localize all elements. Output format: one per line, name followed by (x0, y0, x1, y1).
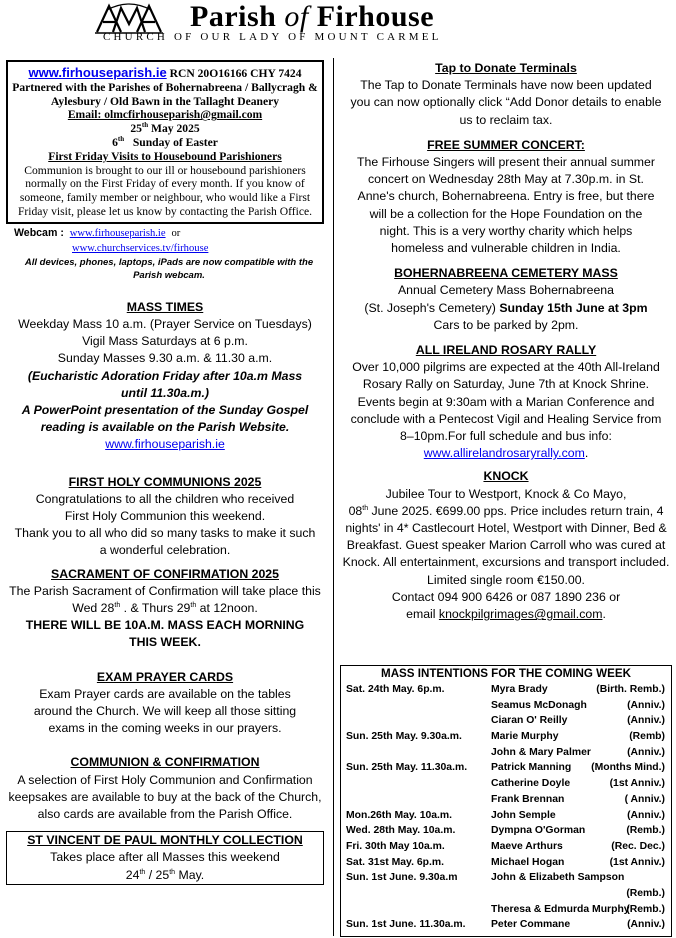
communion-confirmation-text: A selection of First Holy Communion and Confirmation keepsakes are available to buy at the back of the Church, also cards are available from the Parish Office. (8, 772, 322, 822)
mass-intention-row (341, 713, 671, 729)
communions-heading: FIRST HOLY COMMUNIONS 2025 (68, 474, 262, 489)
intention-name: Peter Commane (491, 919, 571, 931)
cemetery-line-2: (St. Joseph's Cemetery) Sunday 15th June at 3pm (364, 300, 648, 315)
concert-heading: FREE SUMMER CONCERT: (427, 137, 585, 152)
church-subtitle: CHURCH OF OUR LADY OF MOUNT CARMEL (103, 31, 442, 43)
charity-numbers: RCN 20O16166 CHY 7424 (169, 67, 302, 80)
intention-name: Patrick Manning (491, 762, 572, 774)
rosary-text: Over 10,000 pilgrims are expected at the 40th All-Ireland Rosary Rally on Saturday, June 7th at Knock Shrine. Events begin at 9:30am with a Marian Conference and conclude with a Pentecost Vigil and Healing Service from 8–10pm.For full schedule and bus info: www.allirelandrosaryrally.com. (350, 360, 662, 461)
intention-date: Sun. 25th May. 11.30a.m. (346, 762, 468, 774)
intention-type: (Anniv.) (627, 746, 665, 758)
masthead (0, 0, 676, 50)
cemetery-line-3: Cars to be parked by 2pm. (433, 317, 579, 332)
webcam-link-churchservices[interactable]: www.churchservices.tv/firhouse (72, 242, 209, 254)
knock-details: 08th June 2025. €699.00 pps. Price includes return train, 4 nights' in 4* Castlecourt Hotel, Westport with Dinner, Bed & Breakfast. Guest speaker Marion Carroll who was cured at Knock. All entertainment, excursions and transport included. (342, 503, 670, 570)
intention-date: Mon.26th May. 10a.m. (346, 809, 453, 821)
mass-intention-row (341, 792, 671, 808)
rosary-link[interactable]: www.allirelandrosaryrally.com (423, 446, 585, 461)
powerpoint-note: A PowerPoint presentation of the Sunday Gospel reading is available on the Parish Website. (21, 402, 309, 435)
mass-times-website-link[interactable]: www.firhouseparish.ie (105, 437, 225, 452)
tap-to-donate-section (340, 60, 672, 129)
cemetery-heading: BOHERNABREENA CEMETERY MASS (394, 266, 618, 281)
parish-info-box (6, 60, 324, 224)
mass-intention-row (341, 823, 671, 839)
communions-section (6, 474, 324, 560)
mass-times-heading: MASS TIMES (126, 299, 204, 314)
intention-type: (Anniv.) (627, 919, 665, 931)
exam-section (6, 669, 324, 738)
intention-type: ( Anniv.) (624, 793, 665, 805)
rosary-heading: ALL IRELAND ROSARY RALLY (415, 343, 597, 358)
intention-date: Sat. 31st May. 6p.m. (346, 856, 444, 868)
mass-intention-row (341, 776, 671, 792)
intention-type: (Remb.) (626, 825, 665, 837)
mass-intention-row (341, 808, 671, 824)
tap-text: The Tap to Donate Terminals have now been updated you can now optionally click “Add Donor details to enable us to reclaim tax. (350, 78, 662, 127)
mass-times-weekday: Weekday Mass 10 a.m. (Prayer Service on Tuesdays) (18, 316, 312, 331)
confirmation-mass-notice: THERE WILL BE 10A.M. MASS EACH MORNING THIS WEEK. (25, 618, 305, 650)
intention-name: Michael Hogan (491, 856, 565, 868)
rosary-section (340, 342, 672, 462)
bulletin-date: 25th May 2025 (130, 121, 200, 136)
webcam-section (6, 226, 324, 282)
cemetery-line-1: Annual Cemetery Mass Bohernabreena (397, 283, 614, 298)
tap-heading: Tap to Donate Terminals (435, 61, 577, 75)
intention-date: Sun. 25th May. 9.30a.m. (346, 731, 462, 743)
parish-title: Parish of Firhouse (190, 0, 435, 33)
mass-times-sunday: Sunday Masses 9.30 a.m. & 11.30 a.m. (57, 351, 273, 366)
intention-type: (Rec. Dec.) (611, 840, 665, 852)
exam-text: Exam Prayer cards are available on the tables around the Church. We will keep all those sitting exams in the coming weeks in our prayers. (33, 686, 297, 736)
confirmation-heading: SACRAMENT OF CONFIRMATION 2025 (51, 566, 279, 581)
adoration-note: (Eucharistic Adoration Friday after 10a.m Mass until 11.30a.m.) (27, 368, 303, 400)
exam-heading: EXAM PRAYER CARDS (96, 669, 234, 684)
cemetery-section (340, 265, 672, 334)
intention-type: (Remb) (629, 731, 665, 743)
webcam-label: Webcam : (14, 226, 64, 239)
intention-name: Dympna O'Gorman (491, 825, 586, 837)
website-link[interactable]: www.firhouseparish.ie (28, 65, 167, 80)
knock-contact: Contact 094 900 6426 or 087 1890 236 or (391, 589, 621, 604)
svdp-box (6, 831, 324, 885)
knock-email[interactable]: knockpilgrimages@gmail.com (438, 607, 603, 622)
concert-section (340, 137, 672, 257)
confirmation-section (6, 566, 324, 652)
intention-name: Seamus McDonagh (491, 699, 587, 711)
mass-intention-row (341, 760, 671, 776)
intention-type: (1st Anniv.) (609, 856, 665, 868)
svdp-text: Takes place after all Masses this weekend (50, 850, 280, 865)
communion-confirmation-section (6, 754, 324, 823)
mass-intention-row (341, 839, 671, 855)
webcam-link-parish[interactable]: www.firhouseparish.ie (69, 227, 166, 239)
mass-intentions-heading: MASS INTENTIONS FOR THE COMING WEEK (381, 667, 631, 680)
intention-date: Fri. 30th May 10a.m. (346, 840, 445, 852)
column-divider (333, 58, 334, 936)
mass-intention-row (341, 902, 671, 918)
communion-confirmation-heading: COMMUNION & CONFIRMATION (70, 755, 260, 770)
knock-line-1: Jubilee Tour to Westport, Knock & Co Mayo, (385, 486, 627, 501)
intention-date: Sat. 24th May. 6p.m. (346, 684, 445, 695)
mass-intentions-box (340, 665, 672, 937)
webcam-or: or (171, 227, 181, 239)
knock-email-line: email knockpilgrimages@gmail.com. (406, 607, 606, 622)
intention-name: Maeve Arthurs (491, 840, 563, 852)
intention-date: Wed. 28th May. 10a.m. (346, 825, 456, 837)
communions-text-2: Thank you to all who did so many tasks to make it such a wonderful celebration. (14, 526, 316, 558)
mass-intention-row (341, 855, 671, 871)
mass-intention-row (341, 886, 671, 902)
mass-intention-row (341, 682, 671, 698)
liturgical-sunday: 6th Sunday of Easter (112, 135, 218, 149)
webcam-note: All devices, phones, laptops, iPads are now compatible with the Parish webcam. (24, 256, 314, 281)
intention-type: (Remb.) (626, 903, 665, 915)
intention-name: Ciaran O' Reilly (491, 715, 568, 727)
parish-email[interactable]: Email: olmcfirhouseparish@gmail.com (67, 108, 263, 122)
intention-type: (Anniv.) (627, 715, 665, 727)
intention-name: Catherine Doyle (491, 778, 571, 790)
communions-text-1: Congratulations to all the children who received First Holy Communion this weekend. (35, 491, 295, 523)
partnered-text: Partnered with the Parishes of Bohernabreena / Ballycragh & Aylesbury / Old Bawn in the Tallaght Deanery (12, 80, 318, 108)
intention-type: (Anniv.) (627, 809, 665, 821)
intention-date: Sun. 1st June. 11.30a.m. (346, 919, 466, 931)
intention-name: John & Mary Palmer (491, 746, 591, 758)
mass-intention-row (341, 870, 671, 886)
svdp-heading: ST VINCENT DE PAUL MONTHLY COLLECTION (27, 833, 303, 848)
mass-times-section (6, 299, 324, 454)
intention-type: (Birth. Remb.) (596, 684, 665, 695)
knock-heading: KNOCK (483, 469, 529, 484)
knock-single-room: Limited single room €150.00. (427, 572, 585, 587)
svdp-dates: 24th / 25th May. (125, 867, 205, 882)
mass-intention-row (341, 729, 671, 745)
first-friday-heading: First Friday Visits to Housebound Parishioners (48, 149, 282, 163)
intention-date: Sun. 1st June. 9.30a.m (346, 872, 458, 884)
intention-name: Theresa & Edmurda Murphy (491, 903, 630, 915)
knock-section (340, 468, 672, 623)
intention-name: Frank Brennan (491, 793, 565, 805)
intention-name: John & Elizabeth Sampson (491, 872, 625, 884)
intention-type: (Remb.) (626, 887, 665, 899)
intention-name: John Semple (491, 809, 556, 821)
intention-name: Myra Brady (491, 684, 548, 695)
intention-type: (Months Mind.) (591, 762, 665, 774)
mass-intention-row (341, 745, 671, 761)
mass-intentions-list (341, 682, 671, 933)
intention-name: Marie Murphy (491, 731, 559, 743)
intention-type: (1st Anniv.) (609, 778, 665, 790)
intention-type: (Anniv.) (627, 699, 665, 711)
first-friday-text: Communion is brought to our ill or housebound parishioners normally on the First Friday of every month. If you know of someone, family member or neighbour, who would like a First Friday visit, please let us know by contacting the Parish Office. (17, 163, 313, 218)
confirmation-text: The Parish Sacrament of Confirmation will take place this Wed 28th . & Thurs 29th at 12noon. (9, 583, 321, 616)
concert-text: The Firhouse Singers will present their annual summer concert on Wednesday 28th May at 7.30p.m. in St. Anne's church, Bohernabreena. Entry is free, but there will be a collection for the Hope Foundation on the night. This is a very worthy charity which helps homeless and vulnerable children in India. (357, 155, 655, 256)
mass-times-vigil: Vigil Mass Saturdays at 6 p.m. (82, 334, 248, 349)
mass-intention-row (341, 917, 671, 933)
mass-intention-row (341, 698, 671, 714)
